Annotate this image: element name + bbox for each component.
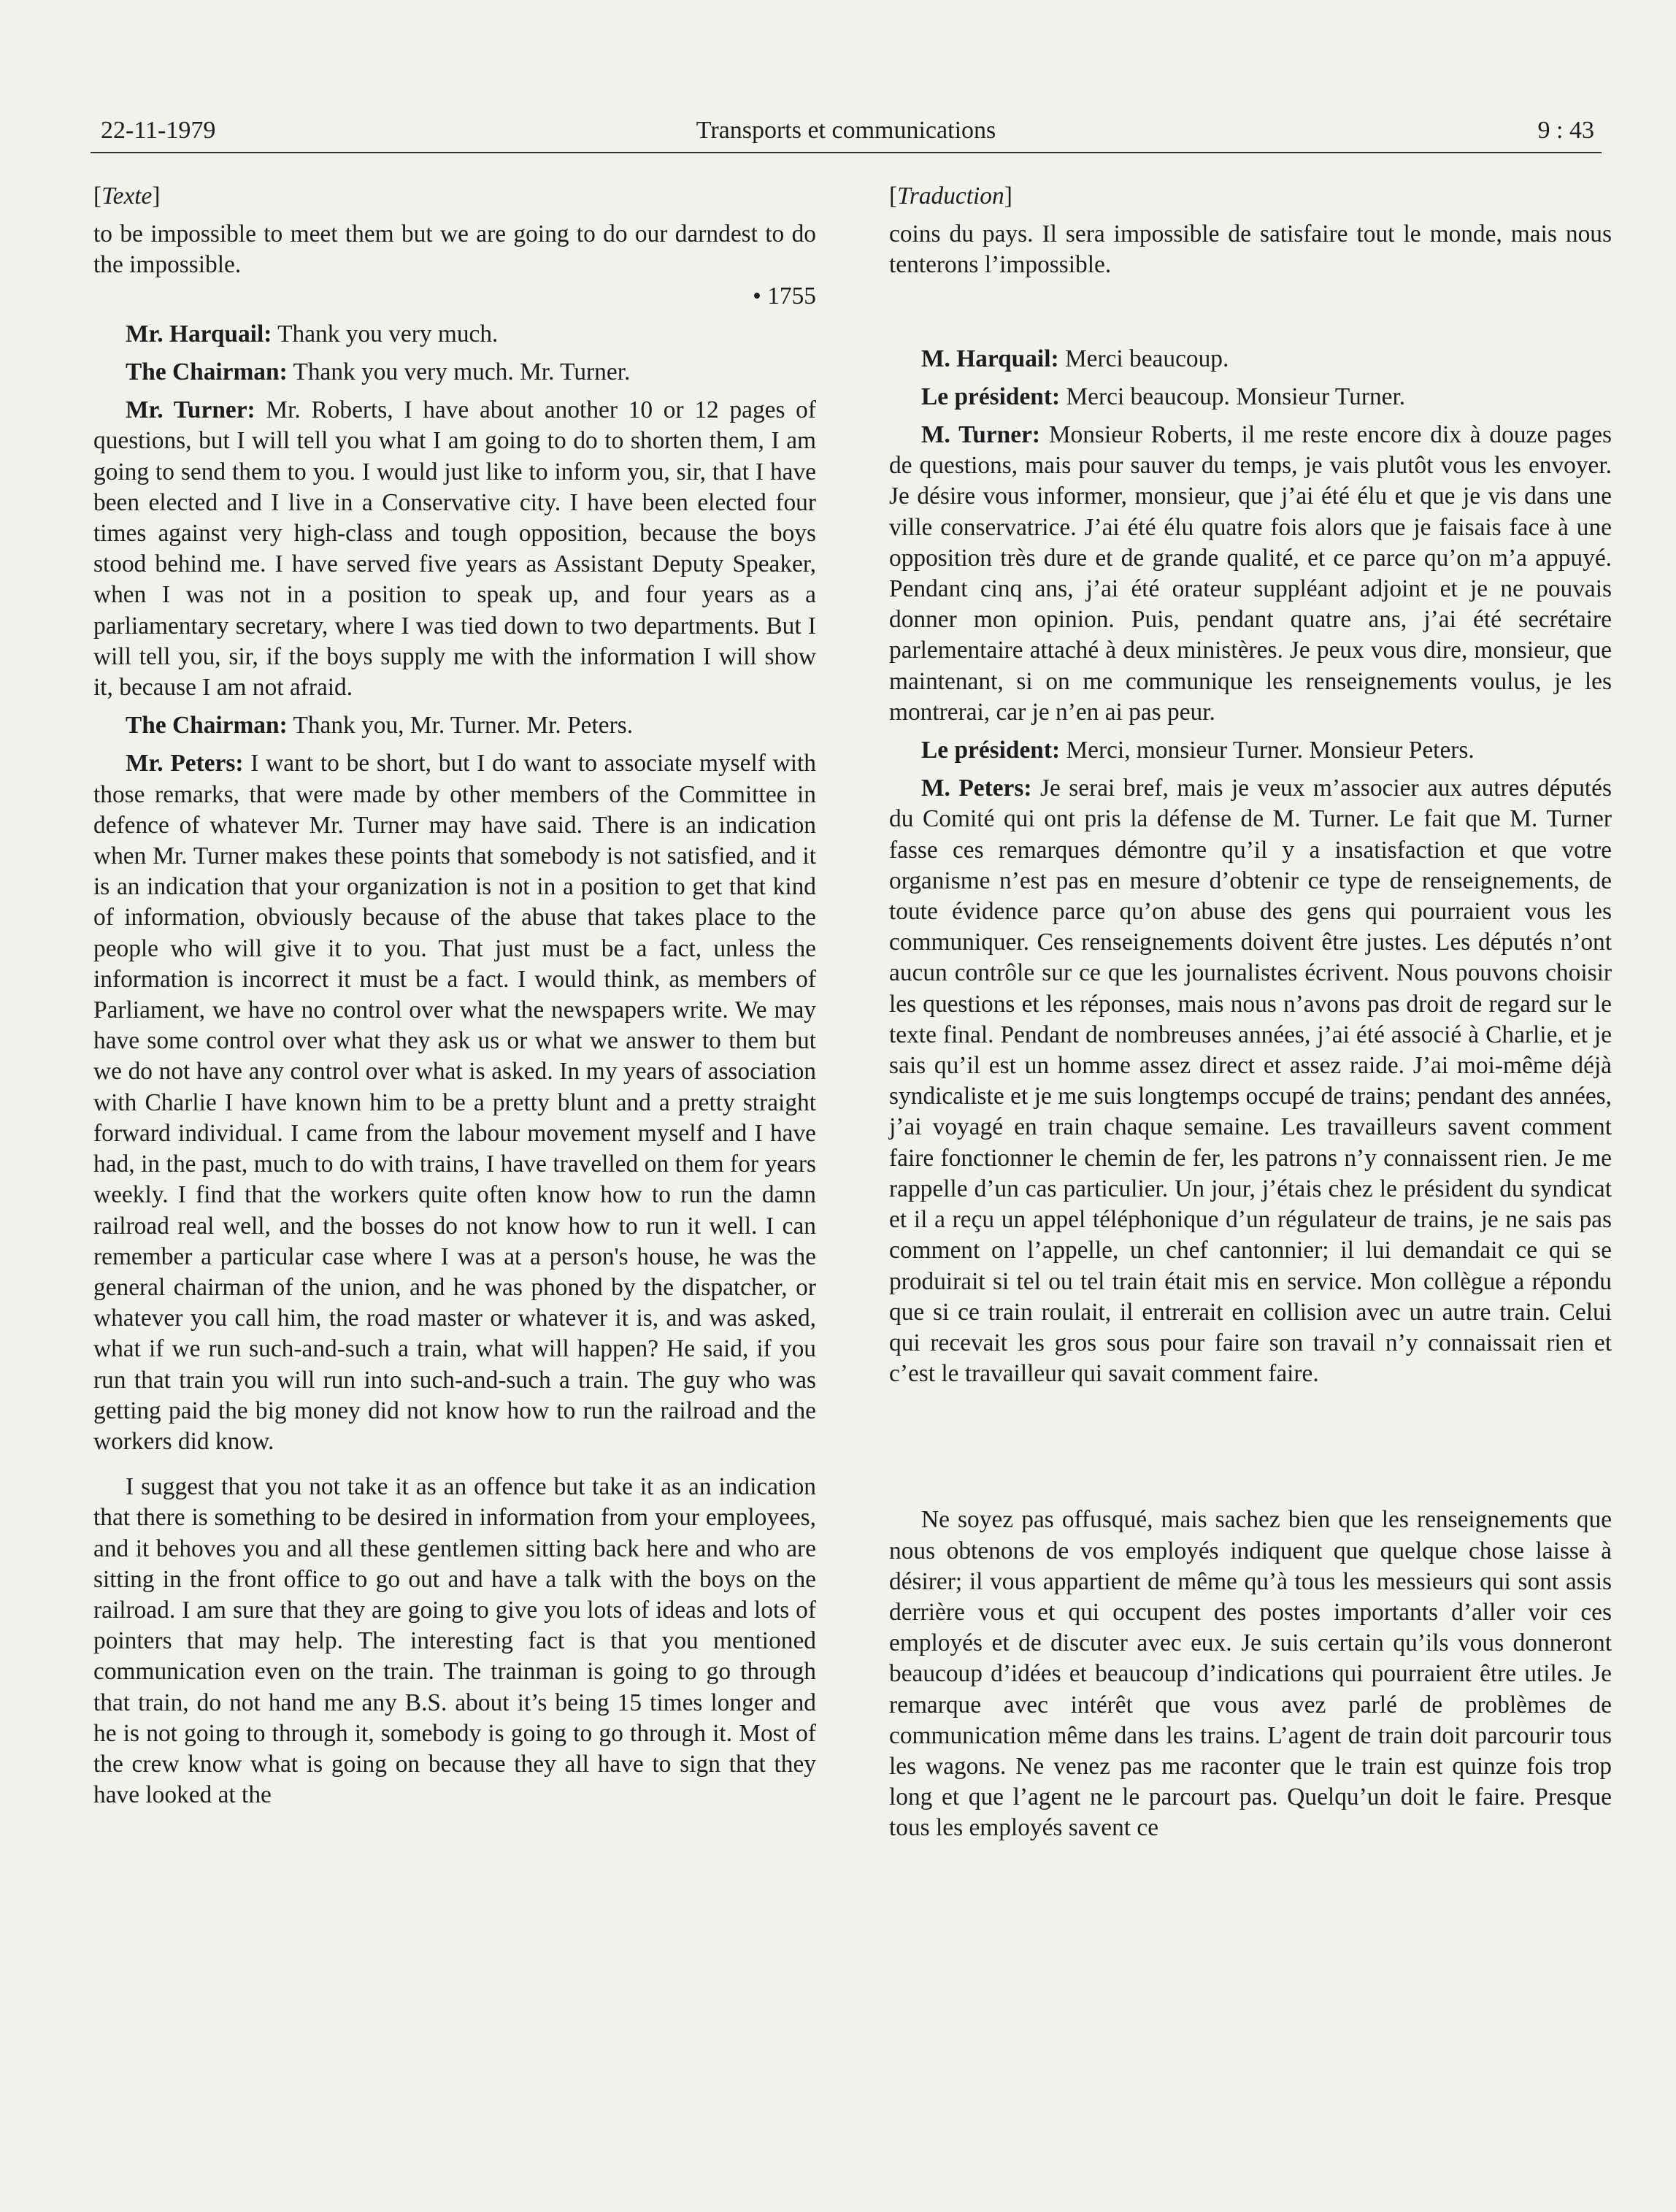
speaker-name: M. Turner: <box>921 421 1041 449</box>
speaker-name: Mr. Turner: <box>126 396 255 424</box>
paragraph: Mr. Peters: I want to be short, but I do want to associate myself with those remarks, that were made by other members of the Committee in defence of whatever Mr. Turner may have said. There is an indication when Mr. Turner makes these points that somebody is not satisfied, and it is an indication that your organization is not in a position to get that kind of information, obviously because of the abuse that takes place to the people who will give it to you. That just must be a fact, unless the information is incorrect it must be a fact. I would think, as members of Parliament, we have no control over what the newspapers write. We may have some control over what they ask us or what we answer to them but we do not have any control over what is asked. In my years of association with Charlie I have known him to be a pretty blunt and a pretty straight forward individual. I came from the labour movement myself and I have had, in the past, much to do with trains, I have travelled on them for years weekly. I find that the workers quite often know how to run the damn railroad real well, and the bosses do not know how to run it well. I can remember a particular case where I was at a person's house, he was the general chairman of the union, and he was phoned by the dispatcher, or whatever you call him, the road master or whatever it is, and was asked, what if we run such-and-such a train, what will happen? He said, if you run that train you will run into such-and-such a train. The guy who was getting paid the big money did not know how to run the railroad and the workers did know. <box>93 750 816 1455</box>
language-tag: [Texte] <box>93 183 161 210</box>
header-title: Transports et communications <box>696 117 996 144</box>
time-marker: • 1755 <box>753 282 816 310</box>
paragraph: Le président: Merci, monsieur Turner. Monsieur Peters. <box>921 737 1475 764</box>
paragraph: M. Turner: Monsieur Roberts, il me reste encore dix à douze pages de questions, mais pour sauver du temps, je vais plutôt vous les envoyer. Je désire vous informer, monsieur, que j’ai été élu et que je vis dans une ville conservatrice. J’ai été élu quatre fois alors que je faisais face à une opposition très dure et de grande qualité, et ce parce qu’on m’a appuyé. Pendant cinq ans, j’ai été orateur suppléant adjoint et je ne pouvais donner mon opinion. Puis, pendant quatre ans, j’ai été secrétaire parlementaire attaché à deux ministères. Je peux vous dire, monsieur, que maintenant, si on me communique les renseignements voulus, je les montrerai, car je n’en ai pas peur. <box>889 421 1612 726</box>
paragraph: Mr. Turner: Mr. Roberts, I have about another 10 or 12 pages of questions, but I will tell you what I am going to do to shorten them, I am going to send them to you. I would just like to inform you, sir, that I have been elected and I live in a Conservative city. I have been elected four times against very high-class and tough opposition, because the boys stood behind me. I have served five years as Assistant Deputy Speaker, when I was not in a position to speak up, and four years as a parliamentary secretary, where I was tied down to two departments. But I will tell you, sir, if the boys supply me with the information I will show it, because I am not afraid. <box>93 396 816 702</box>
paragraph: to be impossible to meet them but we are going to do our darndest to do the impossible. <box>93 220 816 279</box>
paragraph: I suggest that you not take it as an offence but take it as an indication that there is something to be desired in information from your employees, and it behoves you and all these gentlemen sitting back here and who are sitting in the front office to go out and have a talk with the boys on the railroad. I am sure that they are going to give you lots of ideas and lots of pointers that may help. The interesting fact is that you mentioned communication even on the train. The trainman is going to go through that train, do not hand me any B.S. about it’s being 15 times longer and he is not going to through it, somebody is going to go through it. Most of the crew know what is going on because they all have to sign that they have looked at the <box>93 1473 816 1809</box>
header-date: 22-11-1979 <box>101 117 216 144</box>
language-tag: [Traduction] <box>889 183 1012 210</box>
speaker-name: The Chairman: <box>126 712 288 740</box>
speaker-name: Mr. Harquail: <box>126 320 272 347</box>
paragraph: Mr. Harquail: Thank you very much. <box>126 320 499 347</box>
paragraph: Ne soyez pas offusqué, mais sachez bien que les renseignements que nous obtenons de vos employés indiquent que quelque chose laisse à désirer; il vous appartient de même qu’à tous les messieurs qui sont assis derrière vous et qui occupent des postes importants d’aller voir ces employés et de discuter avec eux. Je suis certain qu’ils vous donneront beaucoup d’idées et beaucoup d’indications qui pourraient être utiles. Je remarque avec intérêt que vous avez parlé de problèmes de communication même dans les trains. L’agent de train doit parcourir tous les wagons. Ne venez pas me raconter que le train est quinze fois trop long et que l’agent ne le parcourt pas. Quelqu’un doit le faire. Presque tous les employés savent ce <box>889 1506 1612 1842</box>
running-header <box>91 115 1602 153</box>
speaker-name: Mr. Peters: <box>126 750 244 777</box>
speaker-name: Le président: <box>921 383 1061 410</box>
speaker-name: M. Peters: <box>921 775 1032 802</box>
speaker-name: Le président: <box>921 737 1061 764</box>
speaker-name: M. Harquail: <box>921 345 1059 372</box>
header-page-number: 9 : 43 <box>1537 117 1594 144</box>
paragraph: coins du pays. Il sera impossible de satisfaire tout le monde, mais nous tenterons l’impossible. <box>889 220 1612 279</box>
paragraph: The Chairman: Thank you very much. Mr. Turner. <box>126 358 631 386</box>
paragraph: M. Peters: Je serai bref, mais je veux m’associer aux autres députés du Comité qui ont pris la défense de M. Turner. Le fait que M. Turner fasse ces remarques démontre qu’il y a insatisfaction et que votre organisme n’est pas en mesure d’obtenir ce type de renseignements, de toute évidence parce qu’on abuse des gens qui pourraient vous les communiquer. Ces renseignements doivent être justes. Les députés n’ont aucun contrôle sur ce que les journalistes écrivent. Nous pouvons choisir les questions et les réponses, mais nous n’avons pas droit de regard sur le texte final. Pendant de nombreuses années, j’ai été associé à Charlie, et je sais qu’il est un homme assez direct et assez raide. J’ai moi-même déjà syndicaliste et je me suis longtemps occupé de trains; pendant des années, j’ai voyagé en train chaque semaine. Les travailleurs savent comment faire fonctionner le chemin de fer, les patrons n’y connaissent rien. Je me rappelle d’un cas particulier. Un jour, j’étais chez le président du syndicat et il a reçu un appel téléphonique d’un régulateur de trains, je ne sais pas comment on l’appelle, un chef cantonnier; il lui demandait ce qui se produirait si tel ou tel train était mis en service. Mon collègue a répondu que si ce train roulait, il entrerait en collision avec un autre train. Celui qui recevait les gros sous pour faire son travail n’y connaissait rien et c’est le travailleur qui savait comment faire. <box>889 775 1612 1388</box>
speaker-name: The Chairman: <box>126 358 288 386</box>
english-column <box>93 181 816 1818</box>
paragraph: Le président: Merci beaucoup. Monsieur Turner. <box>921 383 1406 410</box>
paragraph: M. Harquail: Merci beaucoup. <box>921 345 1229 372</box>
french-column <box>889 181 1612 1851</box>
paragraph: The Chairman: Thank you, Mr. Turner. Mr. Peters. <box>126 712 634 740</box>
